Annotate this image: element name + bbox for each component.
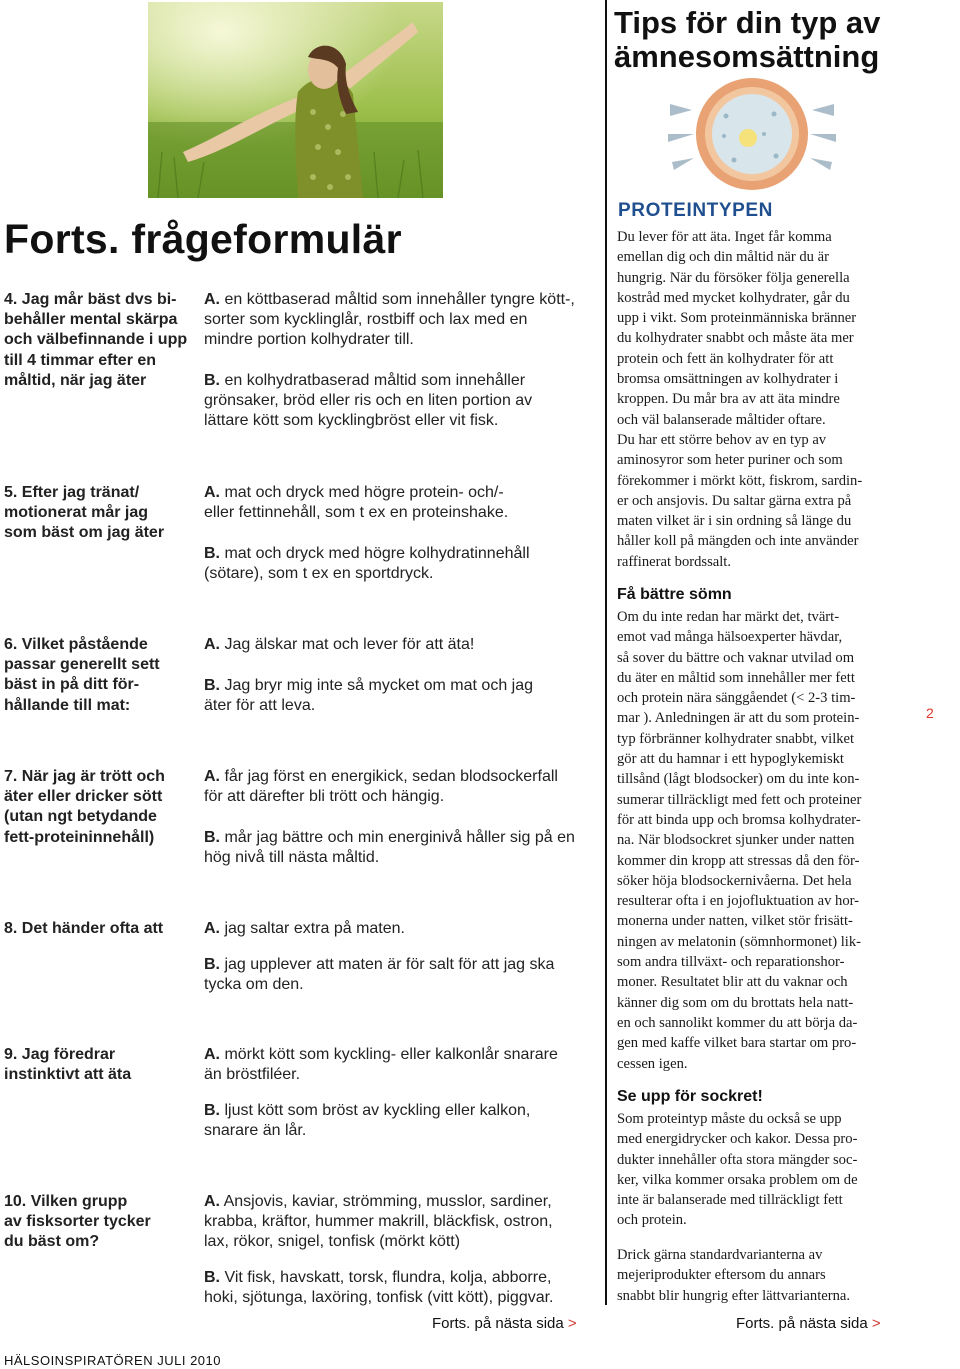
question-8: 8. Det händer ofta att: [4, 920, 164, 937]
question-9-option-b[interactable]: [204, 1101, 600, 1141]
question-4-option-b[interactable]: [204, 371, 600, 432]
option-label: A.: [204, 1046, 220, 1063]
option-text: får jag först en energikick, sedan blodsockerfall för att därefter bli trött och hängig.: [204, 768, 558, 806]
option-text: mat och dryck med högre protein- och/- eller fettinnehåll, som t ex en proteinshake.: [204, 484, 509, 522]
question-6-option-b[interactable]: [204, 676, 600, 716]
sugar-text: Som proteintyp måste du också se upp med energidrycker och kakor. Dessa pro- dukter innehåller ofta stora mängder soc- ker, vilka kommer orsaka problem om de inte är balanserade med tillräckligt fett och protein.: [617, 1111, 858, 1229]
tips-title: Tips för din typ av ämnesomsättning: [614, 5, 881, 74]
option-label: B.: [204, 545, 220, 562]
cell-illustration: [664, 74, 840, 194]
question-4: 4. Jag mår bäst dvs bi- behåller mental skärpa och välbefinnande i upp till 4 timmar efter en måltid, när jag äter: [4, 291, 188, 389]
option-text: Jag bryr mig inte så mycket om mat och jag äter för att leva.: [204, 677, 534, 715]
option-text: jag upplever att maten är för salt för att jag ska tycka om den.: [204, 956, 555, 994]
continue-link-right[interactable]: [736, 1315, 881, 1332]
question-7-option-a[interactable]: [204, 767, 600, 807]
protein-intro-text: Du lever för att äta. Inget får komma emellan dig och din måltid när du är hungrig. När du försöker följa generella kostråd med mycket kolhydrater, går du upp i vikt. Som proteinmänniska bränner du kolhydrater snabbt och måste äta mer protein och fett än kolhydrater för att bromsa omsättningen av kolhydrater i kroppen. Du mår bra av att äta mindre och väl balanserade måltider oftare. Du har ett större behov av en typ av aminosyror som heter puriner och som förekommer i mörkt kött, fiskrom, sardin- er och ansjovis. Du saltar gärna extra på maten vilket är i sin ordning så länge du håller koll på mängden och inte använder raffinerat bordssalt.: [617, 229, 863, 570]
page-title: Forts. frågeformulär: [4, 216, 402, 262]
question-5-option-b[interactable]: [204, 544, 600, 584]
option-label: B.: [204, 1269, 220, 1286]
option-text: Vit fisk, havskatt, torsk, flundra, kolja, abborre, hoki, sjötunga, laxöring, tonfisk (vitt kött), piggvar.: [204, 1269, 554, 1307]
option-label: A.: [204, 768, 220, 785]
option-label: A.: [204, 484, 220, 501]
question-5: 5. Efter jag tränat/ motionerat mår jag som bäst om jag äter: [4, 484, 165, 542]
continue-text: Forts. på nästa sida: [432, 1315, 564, 1332]
arrow-right-icon: >: [567, 1315, 577, 1332]
hero-photo: [148, 2, 443, 198]
sugar-heading: Se upp för sockret!: [617, 1088, 763, 1105]
question-9: 9. Jag föredrar instinktivt att äta: [4, 1046, 132, 1084]
page-number: 2: [926, 705, 934, 721]
sleep-heading: Få bättre sömn: [617, 586, 732, 603]
option-label: B.: [204, 1102, 220, 1119]
option-label: A.: [204, 1193, 220, 1210]
question-9-option-a[interactable]: [204, 1045, 600, 1085]
question-7-option-b[interactable]: [204, 828, 600, 868]
option-text: Jag älskar mat och lever för att äta!: [224, 636, 475, 653]
dairy-text: Drick gärna standardvarianterna av mejeriprodukter eftersom du annars snabbt blir hungrig efter lättvarianterna.: [617, 1247, 851, 1304]
option-label: B.: [204, 829, 220, 846]
question-8-option-a[interactable]: [204, 919, 600, 939]
option-text: mat och dryck med högre kolhydratinnehåll (sötare), som t ex en sportdryck.: [204, 545, 530, 583]
option-text: mår jag bättre och min energinivå håller sig på en hög nivå till nästa måltid.: [204, 829, 575, 867]
option-text: mörkt kött som kyckling- eller kalkonlår snarare än bröstfiléer.: [204, 1046, 558, 1084]
arrow-right-icon: >: [871, 1315, 881, 1332]
question-6-option-a[interactable]: [204, 635, 600, 655]
question-10-option-a[interactable]: [204, 1192, 600, 1253]
option-label: A.: [204, 291, 220, 308]
question-7: 7. När jag är trött och äter eller dricker sött (utan ngt betydande fett-proteininnehåll): [4, 768, 165, 846]
option-text: en köttbaserad måltid som innehåller tyngre kött-, sorter som kycklinglår, rostbiff och lax med en mindre portion kolhydrater till.: [204, 291, 575, 349]
option-label: B.: [204, 956, 220, 973]
option-label: B.: [204, 372, 220, 389]
option-text: jag saltar extra på maten.: [224, 920, 405, 937]
option-text: en kolhydratbaserad måltid som innehåller grönsaker, bröd eller ris och en liten portion av lättare kött som kycklingbröst eller vit fisk.: [204, 372, 533, 430]
question-10-option-b[interactable]: [204, 1268, 600, 1308]
sleep-text: Om du inte redan har märkt det, tvärt- emot vad många hälsoexperter hävdar, så sover du bättre och vaknar utvilad om du äter en måltid som innehåller mer fett och protein nära sänggåendet (< 2-3 tim- mar ). Anledningen är att du som protein- typ förbränner kolhydrater snabbt, vilket gör att du hamnar i ett hypoglykemiskt tillsånd (lågt blodsocker) om du inte kon- sumerar tillräckligt med fett och proteiner för att binda upp och bromsa kolhydrater- na. När blodsockret sjunker under natten kommer din kropp att stressas då den för- söker höja blodsockernivåerna. Det hela resulterar ofta i en jojofluktuation av hor- monerna under natten, vilket stör frisätt- ningen av melatonin (sömnhormonet) lik- som andra tillväxt- och reparationshor- moner. Resultatet blir att du vaknar och känner dig som om du brottats hela natt- en och sannolikt kommer du att börja da- gen med kaffe vilket bara startar om pro- cessen igen.: [617, 609, 862, 1072]
section-heading-proteintypen: PROTEINTYPEN: [618, 200, 773, 221]
option-label: A.: [204, 636, 220, 653]
continue-link-left[interactable]: [432, 1315, 577, 1332]
option-text: ljust kött som bröst av kyckling eller kalkon, snarare än lår.: [204, 1102, 531, 1140]
continue-text: Forts. på nästa sida: [736, 1315, 868, 1332]
question-10: 10. Vilken grupp av fisksorter tycker du bäst om?: [4, 1193, 151, 1251]
question-6: 6. Vilket påstående passar generellt sett bäst in på ditt för- hållande till mat:: [4, 636, 160, 714]
question-4-option-a[interactable]: [204, 290, 600, 351]
option-text: Ansjovis, kaviar, strömming, musslor, sardiner, krabba, kräftor, hummer makrill, bläckfisk, ostron, lax, rökor, snigel, tonfisk (mörkt kött): [204, 1193, 553, 1251]
option-label: B.: [204, 677, 220, 694]
footer-publication: HÄLSOINSPIRATÖREN JULI 2010: [4, 1353, 221, 1368]
question-8-option-b[interactable]: [204, 955, 600, 995]
question-5-option-a[interactable]: [204, 483, 600, 523]
option-label: A.: [204, 920, 220, 937]
column-divider: [605, 0, 607, 1305]
